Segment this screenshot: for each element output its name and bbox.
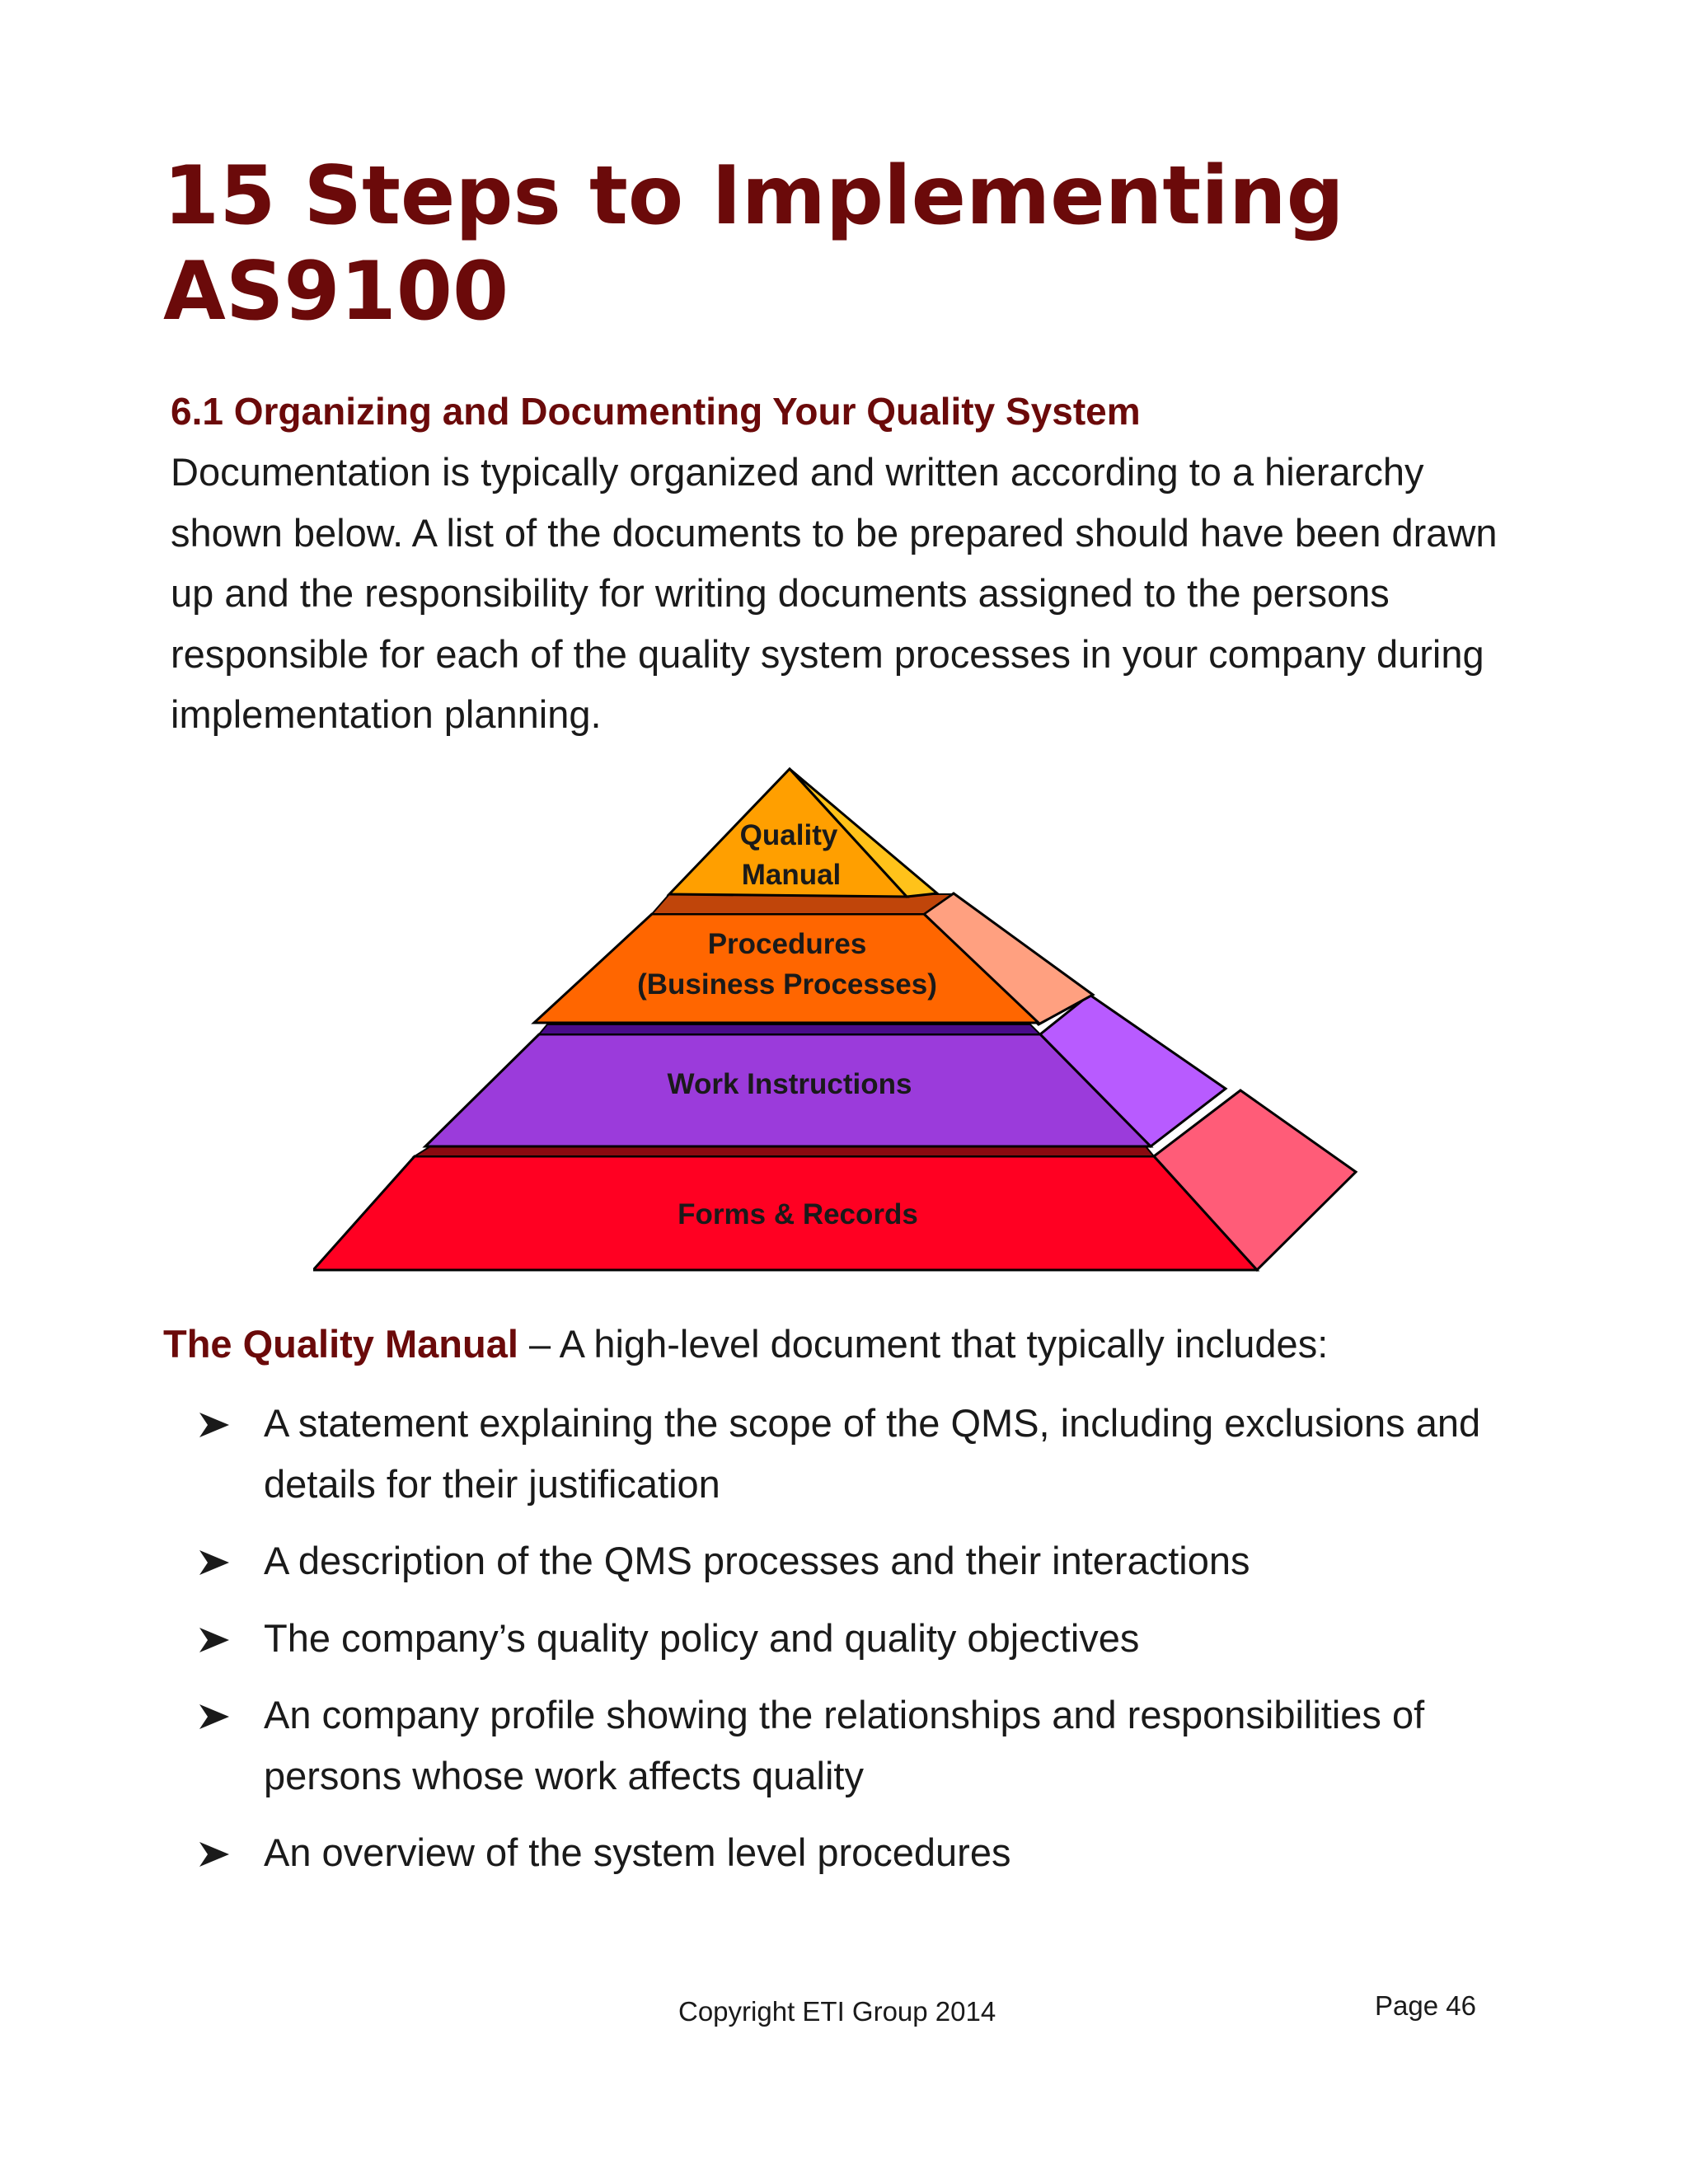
quality-manual-definition: – A high-level document that typically includes: (518, 1322, 1329, 1366)
list-item-text: A statement explaining the scope of the QMS, including exclusions and details for their justification (264, 1401, 1481, 1506)
footer-copyright: Copyright ETI Group 2014 (678, 1996, 996, 2027)
pyramid-label-procedures-line1: Procedures (707, 928, 867, 960)
pyramid-label-forms-records: Forms & Records (678, 1198, 918, 1230)
list-item-text: An overview of the system level procedures (264, 1830, 1011, 1874)
page-title-line2: AS9100 (163, 245, 509, 339)
page-title-line1: 15 Steps to Implementing (163, 149, 1344, 243)
list-item (198, 1530, 1484, 1591)
arrowhead-bullet-icon (198, 1703, 231, 1731)
documentation-hierarchy-pyramid (313, 762, 1368, 1282)
pyramid-level-procedures-rim (539, 1024, 1040, 1034)
pyramid-label-procedures-line2: (Business Processes) (637, 968, 937, 1001)
arrowhead-bullet-icon (198, 1840, 231, 1868)
arrowhead-bullet-icon (198, 1411, 231, 1439)
arrowhead-bullet-icon (198, 1549, 231, 1577)
arrowhead-bullet-icon (198, 1626, 231, 1654)
quality-manual-intro (163, 1315, 1328, 1373)
list-item-text: The company’s quality policy and quality objectives (264, 1615, 1140, 1660)
section-heading: 6.1 Organizing and Documenting Your Quality System (171, 390, 1141, 433)
pyramid-level-work-instructions-rim (415, 1146, 1154, 1156)
pyramid-label-quality-manual-line1: Quality (739, 819, 838, 851)
pyramid-label-work-instructions: Work Instructions (667, 1068, 912, 1100)
list-item (198, 1393, 1484, 1514)
list-item-text: An company profile showing the relationships and responsibilities of persons whose work affects quality (264, 1693, 1425, 1797)
list-item (198, 1608, 1484, 1669)
list-item (198, 1685, 1484, 1806)
page-number: Page 46 (1375, 1990, 1476, 2021)
intro-paragraph: Documentation is typically organized and written according to a hierarchy shown below. A list of the documents to be prepared should have been drawn up and the responsibility for writing documents assigned to the persons responsible for each of the quality system processes in your company during implementation planning. (171, 450, 1498, 736)
list-item (198, 1822, 1484, 1883)
pyramid-diagram (313, 762, 1368, 1282)
pyramid-label-quality-manual-line2: Manual (741, 859, 842, 891)
quality-manual-term: The Quality Manual (163, 1322, 518, 1366)
list-item-text: A description of the QMS processes and their interactions (264, 1539, 1250, 1582)
pyramid-level-quality-manual (652, 769, 952, 914)
quality-manual-contents-list (198, 1393, 1484, 1900)
page-title (163, 148, 1400, 340)
